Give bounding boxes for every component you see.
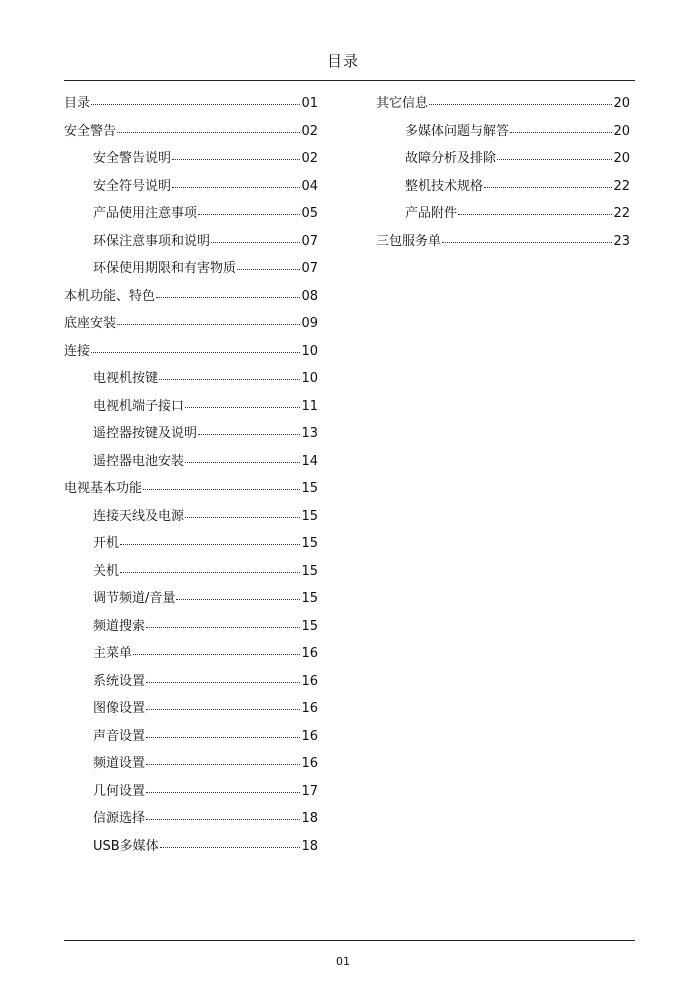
toc-entry-label: 环保使用期限和有害物质 <box>93 261 237 276</box>
toc-leader-dots <box>143 489 300 490</box>
toc-leader-dots <box>237 269 300 270</box>
toc-entry-page: 15 <box>301 563 318 579</box>
toc-entry-page: 02 <box>301 123 318 139</box>
toc-entry-label: 图像设置 <box>93 701 146 716</box>
toc-leader-dots <box>146 737 300 738</box>
toc-entry-label: 产品使用注意事项 <box>93 206 198 221</box>
toc-entry-label: 产品附件 <box>405 206 458 221</box>
toc-leader-dots <box>211 242 300 243</box>
toc-entry-label: 环保注意事项和说明 <box>93 233 211 249</box>
toc-entry-label: 连接天线及电源 <box>93 508 185 524</box>
toc-entry[interactable] <box>64 230 318 258</box>
toc-leader-dots <box>198 434 300 435</box>
toc-entry-page: 15 <box>301 618 318 634</box>
toc-entry[interactable] <box>64 560 318 588</box>
toc-entry[interactable] <box>64 450 318 478</box>
toc-entry-label: 底座安装 <box>64 316 117 331</box>
toc-entry-page: 08 <box>301 288 318 304</box>
header-divider <box>64 80 635 81</box>
toc-entry-label: 几何设置 <box>93 783 146 799</box>
toc-entry[interactable] <box>64 285 318 313</box>
toc-entry[interactable] <box>376 120 630 148</box>
toc-entry-label: 调节频道/音量 <box>93 591 176 606</box>
toc-entry-page: 04 <box>301 178 318 194</box>
toc-leader-dots <box>185 462 300 463</box>
toc-entry-label: 遥控器电池安装 <box>93 453 185 469</box>
toc-entry[interactable] <box>376 230 630 258</box>
toc-entry[interactable] <box>64 835 318 863</box>
toc-entry-label: 主菜单 <box>93 646 133 661</box>
toc-leader-dots <box>133 654 300 655</box>
toc-entry[interactable] <box>376 175 630 203</box>
toc-entry-page: 02 <box>301 151 318 166</box>
toc-entry-label: USB多媒体 <box>93 838 159 854</box>
toc-entry-page: 10 <box>301 371 318 386</box>
toc-entry[interactable] <box>64 807 318 835</box>
toc-entry-label: 频道设置 <box>93 756 146 771</box>
toc-entry-label: 安全符号说明 <box>93 178 172 194</box>
toc-entry-page: 16 <box>301 646 318 661</box>
toc-entry-page: 18 <box>301 811 318 826</box>
toc-entry-page: 16 <box>301 673 318 689</box>
toc-entry-label: 系统设置 <box>93 673 146 689</box>
toc-entry[interactable] <box>64 92 318 120</box>
toc-leader-dots <box>185 407 300 408</box>
toc-entry-page: 11 <box>301 398 318 414</box>
toc-entry-page: 16 <box>301 701 318 716</box>
toc-entry[interactable] <box>64 175 318 203</box>
toc-entry[interactable] <box>64 780 318 808</box>
toc-leader-dots <box>120 572 300 573</box>
toc-leader-dots <box>146 627 300 628</box>
toc-entry[interactable] <box>64 120 318 148</box>
toc-entry[interactable] <box>64 202 318 230</box>
toc-entry-label: 安全警告说明 <box>93 151 172 166</box>
toc-entry[interactable] <box>64 532 318 560</box>
toc-entry-page: 10 <box>301 343 318 359</box>
toc-entry-page: 16 <box>301 728 318 744</box>
toc-leader-dots <box>172 187 300 188</box>
toc-entry-page: 23 <box>613 233 630 249</box>
toc-leader-dots <box>497 159 612 160</box>
toc-entry-page: 16 <box>301 756 318 771</box>
toc-entry-page: 07 <box>301 261 318 276</box>
toc-leader-dots <box>160 847 301 848</box>
footer-divider <box>64 940 635 941</box>
toc-entry-label: 安全警告 <box>64 123 117 139</box>
toc-leader-dots <box>198 214 300 215</box>
toc-entry-page: 20 <box>613 151 630 166</box>
toc-entry[interactable] <box>64 340 318 368</box>
toc-entry[interactable] <box>376 147 630 175</box>
toc-entry-label: 电视机端子接口 <box>93 398 185 414</box>
toc-entry[interactable] <box>64 670 318 698</box>
toc-entry-page: 15 <box>301 591 318 606</box>
toc-entry[interactable] <box>64 642 318 670</box>
toc-entry-label: 开机 <box>93 536 120 551</box>
toc-entry[interactable] <box>64 312 318 340</box>
toc-entry-page: 22 <box>613 178 630 194</box>
toc-entry[interactable] <box>64 587 318 615</box>
toc-entry-page: 15 <box>301 481 318 496</box>
toc-entry-page: 18 <box>301 838 318 854</box>
toc-entry[interactable] <box>64 477 318 505</box>
toc-entry[interactable] <box>64 395 318 423</box>
toc-entry-label: 频道搜索 <box>93 618 146 634</box>
toc-entry[interactable] <box>64 725 318 753</box>
toc-right-column <box>376 92 630 257</box>
toc-leader-dots <box>146 709 300 710</box>
toc-leader-dots <box>117 324 300 325</box>
toc-leader-dots <box>429 104 612 105</box>
toc-leader-dots <box>146 792 300 793</box>
toc-entry-label: 目录 <box>64 96 91 111</box>
toc-entry[interactable] <box>64 422 318 450</box>
toc-leader-dots <box>510 132 612 133</box>
toc-leader-dots <box>458 214 612 215</box>
toc-entry-page: 05 <box>301 206 318 221</box>
toc-entry[interactable] <box>376 202 630 230</box>
toc-entry[interactable] <box>64 752 318 780</box>
toc-leader-dots <box>484 187 612 188</box>
toc-entry[interactable] <box>64 257 318 285</box>
toc-leader-dots <box>185 517 300 518</box>
toc-entry-label: 其它信息 <box>376 96 429 111</box>
toc-entry-page: 07 <box>301 233 318 249</box>
toc-leader-dots <box>442 242 612 243</box>
toc-entry-label: 信源选择 <box>93 811 146 826</box>
toc-entry-label: 本机功能、特色 <box>64 288 156 304</box>
toc-entry[interactable] <box>64 697 318 725</box>
page-title: 目录 <box>326 52 359 70</box>
toc-entry-label: 三包服务单 <box>376 233 442 249</box>
toc-leader-dots <box>159 379 300 380</box>
toc-leader-dots <box>146 682 300 683</box>
toc-entry-page: 20 <box>613 96 630 111</box>
toc-entry-page: 01 <box>301 96 318 111</box>
toc-entry-label: 遥控器按键及说明 <box>93 426 198 441</box>
footer-page-number: 01 <box>336 955 350 968</box>
toc-leader-dots <box>146 764 300 765</box>
toc-entry-page: 13 <box>301 426 318 441</box>
toc-leader-dots <box>91 104 300 105</box>
toc-leader-dots <box>156 297 300 298</box>
toc-entry[interactable] <box>64 147 318 175</box>
toc-leader-dots <box>117 132 300 133</box>
toc-leader-dots <box>91 352 300 353</box>
toc-entry-page: 22 <box>613 206 630 221</box>
toc-left-column <box>64 92 318 862</box>
toc-leader-dots <box>120 544 300 545</box>
toc-entry[interactable] <box>376 92 630 120</box>
toc-leader-dots <box>172 159 300 160</box>
toc-entry-label: 电视机按键 <box>93 371 159 386</box>
toc-entry-page: 14 <box>301 453 318 469</box>
toc-entry-page: 20 <box>613 123 630 139</box>
toc-entry[interactable] <box>64 505 318 533</box>
toc-entry-label: 故障分析及排除 <box>405 151 497 166</box>
toc-entry-page: 15 <box>301 536 318 551</box>
toc-entry-page: 15 <box>301 508 318 524</box>
toc-entry-label: 电视基本功能 <box>64 481 143 496</box>
toc-leader-dots <box>146 819 300 820</box>
toc-entry[interactable] <box>64 367 318 395</box>
toc-entry-label: 整机技术规格 <box>405 178 484 194</box>
toc-leader-dots <box>176 599 300 600</box>
toc-entry-page: 09 <box>301 316 318 331</box>
toc-entry-label: 声音设置 <box>93 728 146 744</box>
toc-entry-label: 连接 <box>64 343 91 359</box>
toc-entry-page: 17 <box>301 783 318 799</box>
toc-entry[interactable] <box>64 615 318 643</box>
toc-entry-label: 关机 <box>93 563 120 579</box>
toc-entry-label: 多媒体问题与解答 <box>405 123 510 139</box>
